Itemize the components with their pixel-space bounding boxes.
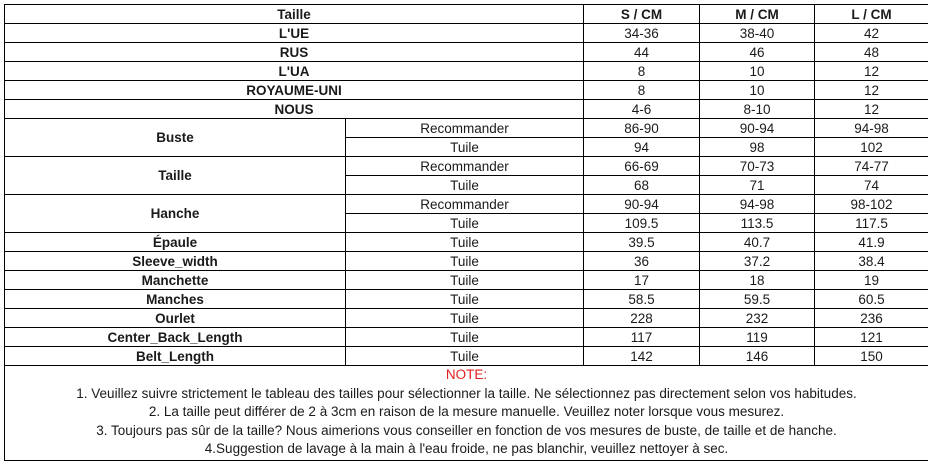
value-cell: 58.5 bbox=[584, 290, 700, 309]
value-cell: 17 bbox=[584, 271, 700, 290]
value-cell: 98-102 bbox=[815, 195, 928, 214]
value-cell: 39.5 bbox=[584, 233, 700, 252]
value-cell: 40.7 bbox=[700, 233, 815, 252]
row-label: NOUS bbox=[5, 100, 584, 119]
row-label: Sleeve_width bbox=[5, 252, 346, 271]
row-label: Épaule bbox=[5, 233, 346, 252]
measure-row bbox=[5, 157, 928, 176]
value-cell: 117.5 bbox=[815, 214, 928, 233]
conversion-row bbox=[5, 62, 928, 81]
value-cell: 150 bbox=[815, 347, 928, 366]
group-label: Buste bbox=[5, 119, 346, 157]
value-cell: 113.5 bbox=[700, 214, 815, 233]
conversion-row bbox=[5, 43, 928, 62]
note-line-3: 3. Toujours pas sûr de la taille? Nous aimerions vous conseiller en fonction de vos mesures de buste, de taille et de hanche. bbox=[5, 422, 928, 441]
row-label: L'UA bbox=[5, 62, 584, 81]
value-cell: 37.2 bbox=[700, 252, 815, 271]
value-cell: 70-73 bbox=[700, 157, 815, 176]
value-cell: 117 bbox=[584, 328, 700, 347]
row-label: Manchette bbox=[5, 271, 346, 290]
measure-row bbox=[5, 309, 928, 328]
measure-row bbox=[5, 347, 928, 366]
header-row bbox=[5, 5, 928, 24]
value-cell: 94 bbox=[584, 138, 700, 157]
value-cell: 68 bbox=[584, 176, 700, 195]
value-cell: 48 bbox=[815, 43, 928, 62]
value-cell: 94-98 bbox=[700, 195, 815, 214]
header-size-l: L / CM bbox=[815, 5, 928, 24]
value-cell: 146 bbox=[700, 347, 815, 366]
value-cell: 8-10 bbox=[700, 100, 815, 119]
type-cell: Tuile bbox=[346, 252, 584, 271]
row-label: Ourlet bbox=[5, 309, 346, 328]
size-chart bbox=[4, 4, 928, 461]
value-cell: 228 bbox=[584, 309, 700, 328]
value-cell: 142 bbox=[584, 347, 700, 366]
type-cell: Tuile bbox=[346, 138, 584, 157]
value-cell: 34-36 bbox=[584, 24, 700, 43]
value-cell: 90-94 bbox=[700, 119, 815, 138]
type-cell: Tuile bbox=[346, 176, 584, 195]
measure-row bbox=[5, 233, 928, 252]
notes-row bbox=[5, 366, 928, 461]
value-cell: 8 bbox=[584, 62, 700, 81]
value-cell: 19 bbox=[815, 271, 928, 290]
row-label: RUS bbox=[5, 43, 584, 62]
header-label: Taille bbox=[5, 5, 584, 24]
value-cell: 236 bbox=[815, 309, 928, 328]
value-cell: 12 bbox=[815, 81, 928, 100]
value-cell: 10 bbox=[700, 62, 815, 81]
group-label: Hanche bbox=[5, 195, 346, 233]
value-cell: 232 bbox=[700, 309, 815, 328]
value-cell: 66-69 bbox=[584, 157, 700, 176]
measure-row bbox=[5, 195, 928, 214]
size-chart-table bbox=[4, 4, 928, 461]
header-size-s: S / CM bbox=[584, 5, 700, 24]
row-label: Center_Back_Length bbox=[5, 328, 346, 347]
note-line-4: 4.Suggestion de lavage à la main à l'eau froide, ne pas blanchir, veuillez nettoyer à sec. bbox=[5, 440, 928, 459]
value-cell: 60.5 bbox=[815, 290, 928, 309]
conversion-row bbox=[5, 24, 928, 43]
row-label: Belt_Length bbox=[5, 347, 346, 366]
type-cell: Tuile bbox=[346, 271, 584, 290]
value-cell: 42 bbox=[815, 24, 928, 43]
value-cell: 44 bbox=[584, 43, 700, 62]
value-cell: 41.9 bbox=[815, 233, 928, 252]
group-label: Taille bbox=[5, 157, 346, 195]
conversion-row bbox=[5, 81, 928, 100]
measure-row bbox=[5, 119, 928, 138]
type-cell: Tuile bbox=[346, 328, 584, 347]
value-cell: 109.5 bbox=[584, 214, 700, 233]
value-cell: 4-6 bbox=[584, 100, 700, 119]
row-label: ROYAUME-UNI bbox=[5, 81, 584, 100]
value-cell: 18 bbox=[700, 271, 815, 290]
measure-row bbox=[5, 290, 928, 309]
measure-row bbox=[5, 271, 928, 290]
value-cell: 12 bbox=[815, 100, 928, 119]
value-cell: 38-40 bbox=[700, 24, 815, 43]
measure-row bbox=[5, 328, 928, 347]
value-cell: 102 bbox=[815, 138, 928, 157]
note-line-2: 2. La taille peut différer de 2 à 3cm en raison de la mesure manuelle. Veuillez noter lorsque vous mesurez. bbox=[5, 403, 928, 422]
notes-cell bbox=[5, 366, 928, 461]
value-cell: 74 bbox=[815, 176, 928, 195]
value-cell: 94-98 bbox=[815, 119, 928, 138]
value-cell: 38.4 bbox=[815, 252, 928, 271]
value-cell: 12 bbox=[815, 62, 928, 81]
value-cell: 90-94 bbox=[584, 195, 700, 214]
type-cell: Tuile bbox=[346, 214, 584, 233]
type-cell: Tuile bbox=[346, 233, 584, 252]
row-label: L'UE bbox=[5, 24, 584, 43]
value-cell: 10 bbox=[700, 81, 815, 100]
value-cell: 59.5 bbox=[700, 290, 815, 309]
type-cell: Tuile bbox=[346, 290, 584, 309]
header-size-m: M / CM bbox=[700, 5, 815, 24]
value-cell: 8 bbox=[584, 81, 700, 100]
type-cell: Tuile bbox=[346, 309, 584, 328]
type-cell: Tuile bbox=[346, 347, 584, 366]
value-cell: 119 bbox=[700, 328, 815, 347]
row-label: Manches bbox=[5, 290, 346, 309]
value-cell: 98 bbox=[700, 138, 815, 157]
type-cell: Recommander bbox=[346, 119, 584, 138]
notes-title: NOTE: bbox=[5, 366, 928, 385]
measure-row bbox=[5, 252, 928, 271]
value-cell: 86-90 bbox=[584, 119, 700, 138]
value-cell: 46 bbox=[700, 43, 815, 62]
type-cell: Recommander bbox=[346, 157, 584, 176]
value-cell: 71 bbox=[700, 176, 815, 195]
value-cell: 74-77 bbox=[815, 157, 928, 176]
note-line-1: 1. Veuillez suivre strictement le tableau des tailles pour sélectionner la taille. Ne sélectionnez pas directement selon vos habitudes. bbox=[5, 385, 928, 404]
type-cell: Recommander bbox=[346, 195, 584, 214]
value-cell: 121 bbox=[815, 328, 928, 347]
value-cell: 36 bbox=[584, 252, 700, 271]
conversion-row bbox=[5, 100, 928, 119]
